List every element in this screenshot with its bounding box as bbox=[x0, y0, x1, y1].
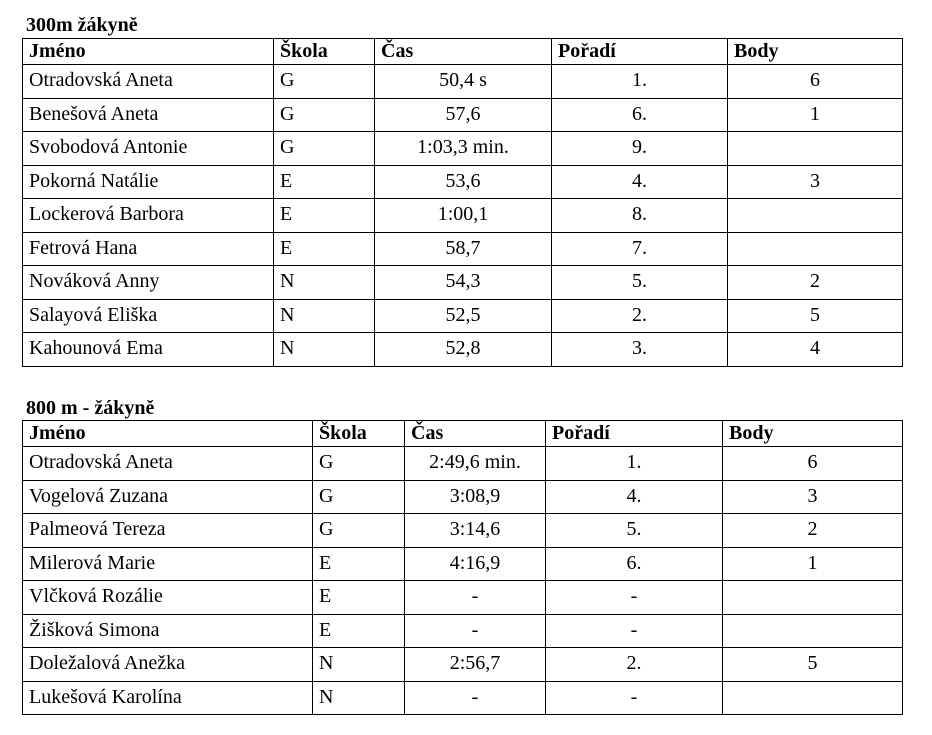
cell-rank: 3. bbox=[552, 333, 728, 367]
cell-points: 5 bbox=[728, 299, 903, 333]
table-row bbox=[23, 299, 903, 333]
table-row bbox=[23, 614, 903, 648]
cell-time: - bbox=[405, 681, 546, 715]
cell-rank: 6. bbox=[546, 547, 723, 581]
cell-time: 1:00,1 bbox=[375, 199, 552, 233]
cell-points bbox=[728, 232, 903, 266]
header-row bbox=[23, 421, 903, 447]
cell-rank: 8. bbox=[552, 199, 728, 233]
cell-points: 3 bbox=[728, 165, 903, 199]
cell-school: G bbox=[274, 98, 375, 132]
section-title-800m: 800 m - žákyně bbox=[26, 397, 155, 419]
cell-school: E bbox=[313, 581, 405, 615]
cell-name: Vlčková Rozálie bbox=[23, 581, 313, 615]
cell-school: G bbox=[313, 480, 405, 514]
table-row bbox=[23, 266, 903, 300]
header-points: Body bbox=[728, 39, 903, 65]
cell-school: N bbox=[313, 681, 405, 715]
cell-points: 1 bbox=[728, 98, 903, 132]
header-name: Jméno bbox=[23, 39, 274, 65]
cell-time: 52,8 bbox=[375, 333, 552, 367]
cell-name: Salayová Eliška bbox=[23, 299, 274, 333]
cell-name: Fetrová Hana bbox=[23, 232, 274, 266]
table-row bbox=[23, 132, 903, 166]
results-table-800m bbox=[22, 420, 903, 715]
table-body bbox=[23, 447, 903, 715]
cell-school: N bbox=[274, 299, 375, 333]
cell-rank: 2. bbox=[546, 648, 723, 682]
cell-time: 2:56,7 bbox=[405, 648, 546, 682]
cell-school: G bbox=[274, 132, 375, 166]
cell-school: E bbox=[274, 232, 375, 266]
cell-name: Otradovská Aneta bbox=[23, 65, 274, 99]
cell-points: 5 bbox=[723, 648, 903, 682]
cell-name: Benešová Aneta bbox=[23, 98, 274, 132]
table-row bbox=[23, 681, 903, 715]
cell-time: 57,6 bbox=[375, 98, 552, 132]
cell-name: Vogelová Zuzana bbox=[23, 480, 313, 514]
table-row bbox=[23, 480, 903, 514]
cell-school: N bbox=[274, 266, 375, 300]
cell-time: 53,6 bbox=[375, 165, 552, 199]
cell-school: N bbox=[274, 333, 375, 367]
cell-school: E bbox=[274, 165, 375, 199]
table-row bbox=[23, 447, 903, 481]
cell-name: Otradovská Aneta bbox=[23, 447, 313, 481]
cell-rank: 5. bbox=[546, 514, 723, 548]
cell-points bbox=[723, 681, 903, 715]
table-row bbox=[23, 165, 903, 199]
cell-school: G bbox=[313, 514, 405, 548]
cell-name: Palmeová Tereza bbox=[23, 514, 313, 548]
cell-points: 3 bbox=[723, 480, 903, 514]
cell-time: 54,3 bbox=[375, 266, 552, 300]
cell-time: 3:14,6 bbox=[405, 514, 546, 548]
cell-points bbox=[723, 581, 903, 615]
header-points: Body bbox=[723, 421, 903, 447]
cell-time: 1:03,3 min. bbox=[375, 132, 552, 166]
cell-rank: 2. bbox=[552, 299, 728, 333]
cell-time: 50,4 s bbox=[375, 65, 552, 99]
table-row bbox=[23, 648, 903, 682]
table-row bbox=[23, 232, 903, 266]
header-time: Čas bbox=[405, 421, 546, 447]
header-school: Škola bbox=[274, 39, 375, 65]
results-table-300m bbox=[22, 38, 903, 367]
cell-rank: - bbox=[546, 614, 723, 648]
cell-points: 6 bbox=[723, 447, 903, 481]
cell-rank: 4. bbox=[552, 165, 728, 199]
cell-rank: 6. bbox=[552, 98, 728, 132]
table-row bbox=[23, 199, 903, 233]
cell-school: E bbox=[313, 547, 405, 581]
table-row bbox=[23, 547, 903, 581]
table-row bbox=[23, 65, 903, 99]
cell-school: N bbox=[313, 648, 405, 682]
cell-points bbox=[723, 614, 903, 648]
cell-points: 1 bbox=[723, 547, 903, 581]
header-rank: Pořadí bbox=[552, 39, 728, 65]
header-rank: Pořadí bbox=[546, 421, 723, 447]
cell-name: Pokorná Natálie bbox=[23, 165, 274, 199]
cell-rank: 5. bbox=[552, 266, 728, 300]
cell-time: - bbox=[405, 614, 546, 648]
cell-name: Svobodová Antonie bbox=[23, 132, 274, 166]
cell-name: Lukešová Karolína bbox=[23, 681, 313, 715]
cell-school: G bbox=[313, 447, 405, 481]
cell-name: Nováková Anny bbox=[23, 266, 274, 300]
cell-name: Doležalová Anežka bbox=[23, 648, 313, 682]
cell-time: 58,7 bbox=[375, 232, 552, 266]
cell-school: E bbox=[274, 199, 375, 233]
cell-rank: 1. bbox=[546, 447, 723, 481]
cell-points: 4 bbox=[728, 333, 903, 367]
header-time: Čas bbox=[375, 39, 552, 65]
cell-name: Milerová Marie bbox=[23, 547, 313, 581]
cell-rank: - bbox=[546, 681, 723, 715]
cell-points: 2 bbox=[728, 266, 903, 300]
cell-time: 52,5 bbox=[375, 299, 552, 333]
table-body bbox=[23, 65, 903, 367]
table-row bbox=[23, 333, 903, 367]
cell-name: Lockerová Barbora bbox=[23, 199, 274, 233]
cell-rank: 1. bbox=[552, 65, 728, 99]
table-row bbox=[23, 581, 903, 615]
section-title-300m: 300m žákyně bbox=[26, 14, 138, 36]
cell-points: 6 bbox=[728, 65, 903, 99]
cell-time: 3:08,9 bbox=[405, 480, 546, 514]
cell-points: 2 bbox=[723, 514, 903, 548]
cell-school: G bbox=[274, 65, 375, 99]
cell-time: 2:49,6 min. bbox=[405, 447, 546, 481]
header-row bbox=[23, 39, 903, 65]
header-school: Škola bbox=[313, 421, 405, 447]
cell-school: E bbox=[313, 614, 405, 648]
cell-name: Kahounová Ema bbox=[23, 333, 274, 367]
cell-name: Žišková Simona bbox=[23, 614, 313, 648]
cell-time: - bbox=[405, 581, 546, 615]
header-name: Jméno bbox=[23, 421, 313, 447]
cell-rank: 4. bbox=[546, 480, 723, 514]
cell-rank: - bbox=[546, 581, 723, 615]
cell-rank: 9. bbox=[552, 132, 728, 166]
table-row bbox=[23, 98, 903, 132]
cell-points bbox=[728, 132, 903, 166]
cell-time: 4:16,9 bbox=[405, 547, 546, 581]
table-row bbox=[23, 514, 903, 548]
cell-points bbox=[728, 199, 903, 233]
cell-rank: 7. bbox=[552, 232, 728, 266]
